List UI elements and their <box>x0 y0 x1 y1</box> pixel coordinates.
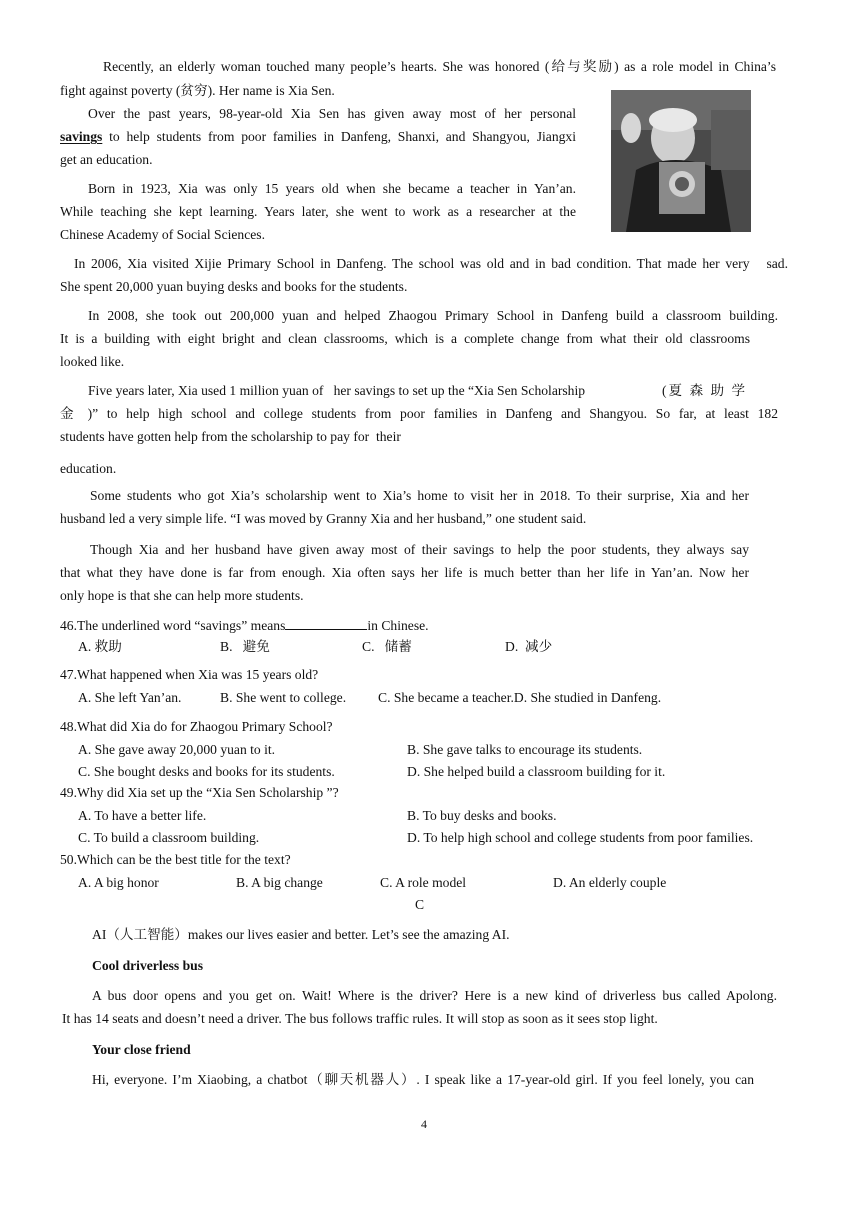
q49-option-a[interactable]: A. To have a better life. <box>78 808 207 823</box>
q46-option-a[interactable]: A. 救助 <box>78 639 122 654</box>
q47-option-b[interactable]: B. She went to college. <box>220 690 347 705</box>
passage-c-intro: AI（人工智能）makes our lives easier and better. Let’s see the amazing AI. <box>92 927 510 942</box>
q46-option-c[interactable]: C. 储蓄 <box>362 639 412 654</box>
q48-option-c[interactable]: C. She bought desks and books for its students. <box>78 764 335 779</box>
q46-option-b[interactable]: B. 避免 <box>220 639 270 654</box>
p8-line-1: Though Xia and her husband have given away most of their savings to help the poor students, they always say <box>90 542 749 557</box>
q49-option-d[interactable]: D. To help high school and college students from poor families. <box>407 830 754 845</box>
bus-line-2: It has 14 seats and doesn’t need a driver. The bus follows traffic rules. It will stop as soon as it sees stop light. <box>62 1011 658 1026</box>
p8-line-2: that what they have done is far from enough. Xia often says her life is much better than her life in Yan’an. Now her <box>60 565 749 580</box>
p6-line-1-chinese: (夏 森 助 学 <box>662 383 748 398</box>
q49-option-c[interactable]: C. To build a classroom building. <box>78 830 260 845</box>
q47-option-a[interactable]: A. She left Yan’an. <box>78 690 182 705</box>
underlined-word-savings: savings <box>60 129 103 144</box>
p4-line-2: She spent 20,000 yuan buying desks and books for the students. <box>60 279 408 294</box>
p5-line-1: In 2008, she took out 200,000 yuan and helped Zhaogou Primary School in Danfeng build a classroom building. <box>88 308 778 323</box>
q49-stem: 49.Why did Xia set up the “Xia Sen Scholarship ”? <box>60 785 339 800</box>
passage-c-label: C <box>415 897 425 912</box>
p2-line-1: Over the past years, 98-year-old Xia Sen has given away most of her personal <box>88 106 576 121</box>
q46-stem: 46.The underlined word “savings” means in Chinese. <box>60 618 429 633</box>
p7-line-2: husband led a very simple life. “I was moved by Granny Xia and her husband,” one student said. <box>60 511 587 526</box>
p8-line-3: only hope is that she can help more students. <box>60 588 304 603</box>
p5-line-2: It is a building with eight bright and clean classrooms, which is a complete change from what their old classrooms <box>60 331 750 346</box>
p3-line-1: Born in 1923, Xia was only 15 years old when she became a teacher in Yan’an. <box>88 181 576 196</box>
p6-line-1: Five years later, Xia used 1 million yuan of her savings to set up the “Xia Sen Scholarship <box>88 383 586 398</box>
bus-line-1: A bus door opens and you get on. Wait! Where is the driver? Here is a new kind of driverless bus called Apolong. <box>92 988 777 1003</box>
q47-option-c-d[interactable]: C. She became a teacher.D. She studied in Danfeng. <box>378 690 662 705</box>
q48-option-d[interactable]: D. She helped build a classroom building for it. <box>407 764 666 779</box>
q47-stem: 47.What happened when Xia was 15 years old? <box>60 667 319 682</box>
xia-sen-photo <box>611 90 751 232</box>
q50-stem: 50.Which can be the best title for the text? <box>60 852 291 867</box>
p5-line-3: looked like. <box>60 354 125 369</box>
p6-line-3: students have gotten help from the scholarship to pay for their <box>60 429 401 444</box>
heading-driverless-bus: Cool driverless bus <box>92 958 204 973</box>
p3-line-2: While teaching she kept learning. Years later, she went to work as a researcher at the <box>60 204 576 219</box>
heading-close-friend: Your close friend <box>92 1042 191 1057</box>
q48-option-a[interactable]: A. She gave away 20,000 yuan to it. <box>78 742 276 757</box>
p6-line-2: 金 )” to help high school and college students from poor families in Danfeng and Shangyou. So far, at least 182 <box>60 406 778 421</box>
q48-option-b[interactable]: B. She gave talks to encourage its students. <box>407 742 643 757</box>
q50-option-d[interactable]: D. An elderly couple <box>553 875 667 890</box>
q49-option-b[interactable]: B. To buy desks and books. <box>407 808 557 823</box>
p6-line-4: education. <box>60 461 117 476</box>
p4-line-1: In 2006, Xia visited Xijie Primary School in Danfeng. The school was old and in bad condition. That made her very sad. <box>74 256 788 271</box>
q50-option-c[interactable]: C. A role model <box>380 875 467 890</box>
p1-line-1: Recently, an elderly woman touched many people’s hearts. She was honored (给与奖励) as a role model in China’s <box>103 59 776 74</box>
p2-line-3: get an education. <box>60 152 153 167</box>
friend-line-1: Hi, everyone. I’m Xiaobing, a chatbot（聊天机器人）. I speak like a 17-year-old girl. If you feel lonely, you can <box>92 1072 754 1087</box>
p1-line-2: fight against poverty (贫穷). Her name is Xia Sen. <box>60 83 335 98</box>
q46-answer-blank[interactable] <box>285 617 367 630</box>
q50-option-a[interactable]: A. A big honor <box>78 875 159 890</box>
p7-line-1: Some students who got Xia’s scholarship went to Xia’s home to visit her in 2018. To their surprise, Xia and her <box>90 488 749 503</box>
q46-option-d[interactable]: D. 减少 <box>505 639 553 654</box>
page-number: 4 <box>421 1117 427 1131</box>
p2-line-2: savings to help students from poor families in Danfeng, Shanxi, and Shangyou, Jiangxi <box>60 129 576 144</box>
p3-line-3: Chinese Academy of Social Sciences. <box>60 227 265 242</box>
q48-stem: 48.What did Xia do for Zhaogou Primary School? <box>60 719 333 734</box>
q50-option-b[interactable]: B. A big change <box>236 875 323 890</box>
